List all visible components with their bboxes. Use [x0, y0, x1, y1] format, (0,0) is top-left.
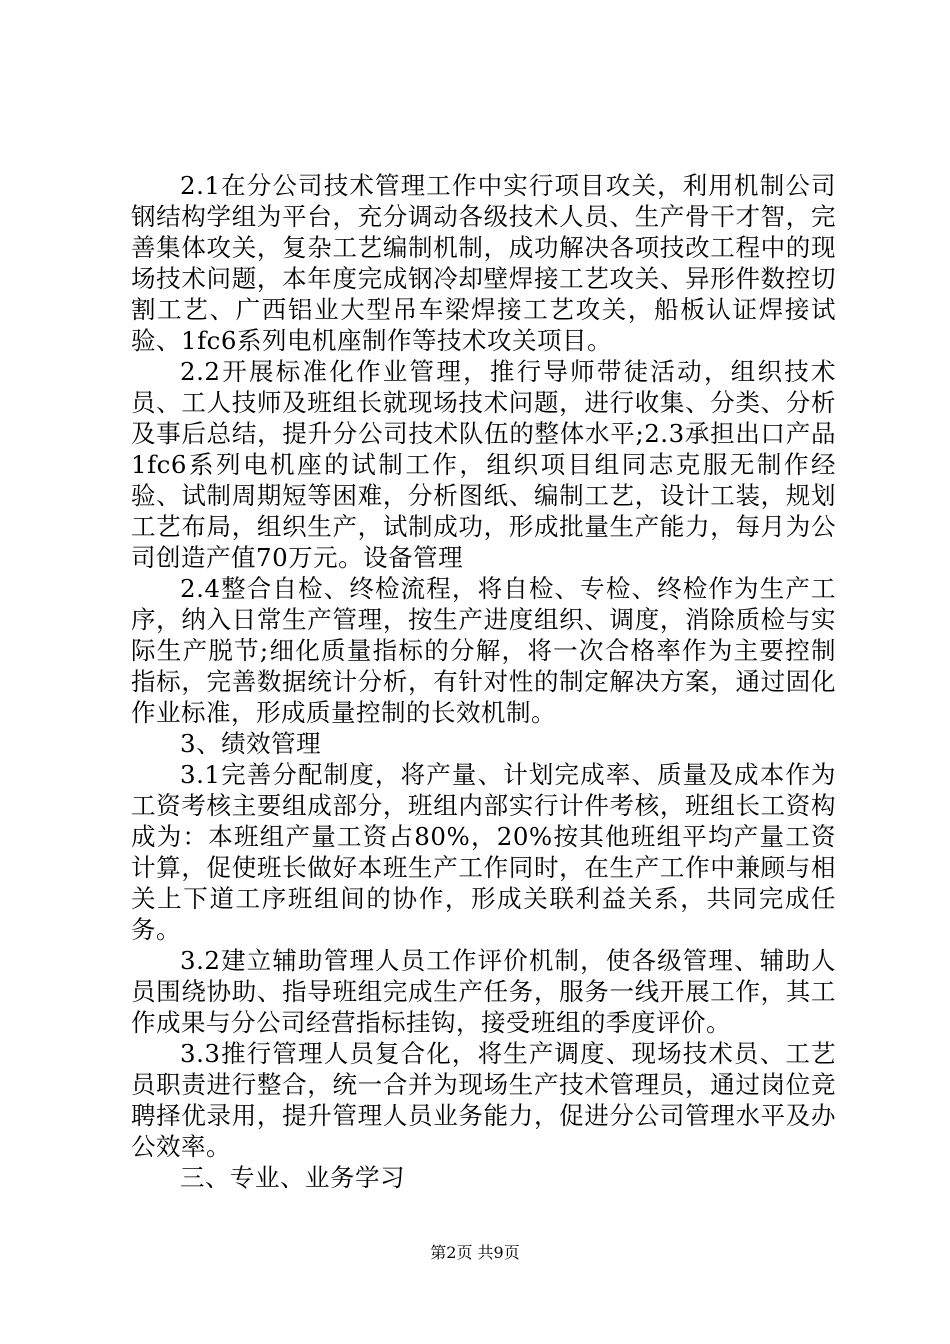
page-number-footer: 第2页 共9页 [430, 1243, 520, 1262]
paragraph-3-1: 3.1完善分配制度，将产量、计划完成率、质量及成本作为工资考核主要组成部分，班组内部实行计件考核，班组长工资构成为：本班组产量工资占80%，20%按其他班组平均产量工资计算，促使班长做好本班生产工作同时，在生产工作中兼顾与相关上下道工序班组间的协作，形成关联利益关系，共同完成任务。 [131, 760, 836, 944]
paragraph-2-4: 2.4整合自检、终检流程，将自检、专检、终检作为生产工序，纳入日常生产管理，按生产进度组织、调度，消除质检与实际生产脱节;细化质量指标的分解，将一次合格率作为主要控制指标，完善数据统计分析，有针对性的制定解决方案，通过固化作业标准，形成质量控制的长效机制。 [131, 574, 836, 727]
paragraph-2-1: 2.1在分公司技术管理工作中实行项目攻关，利用机制公司钢结构学组为平台，充分调动各级技术人员、生产骨干才智，完善集体攻关，复杂工艺编制机制，成功解决各项技改工程中的现场技术问题，本年度完成钢冷却壁焊接工艺攻关、异形件数控切割工艺、广西铝业大型吊车梁焊接工艺攻关，船板认证焊接试验、1fc6系列电机座制作等技术攻关项目。 [131, 171, 836, 355]
section-heading-study: 三、专业、业务学习 [180, 1163, 405, 1192]
document-body [131, 170, 836, 1193]
paragraph-3-2: 3.2建立辅助管理人员工作评价机制，使各级管理、辅助人员围绕协助、指导班组完成生产任务，服务一线开展工作，其工作成果与分公司经营指标挂钩，接受班组的季度评价。 [131, 946, 836, 1037]
paragraph-2-2: 2.2开展标准化作业管理，推行导师带徒活动，组织技术员、工人技师及班组长就现场技术问题，进行收集、分类、分析及事后总结，提升分公司技术队伍的整体水平;2.3承担出口产品1fc6系列电机座的试制工作，组织项目组同志克服无制作经验、试制周期短等困难，分析图纸、编制工艺，设计工装，规划工艺布局，组织生产，试制成功，形成批量生产能力，每月为公司创造产值70万元。设备管理 [131, 357, 836, 572]
section-heading-performance: 3、绩效管理 [180, 729, 322, 758]
paragraph-3-3: 3.3推行管理人员复合化，将生产调度、现场技术员、工艺员职责进行整合，统一合并为现场生产技术管理员，通过岗位竞聘择优录用，提升管理人员业务能力，促进分公司管理水平及办公效率。 [131, 1039, 836, 1161]
